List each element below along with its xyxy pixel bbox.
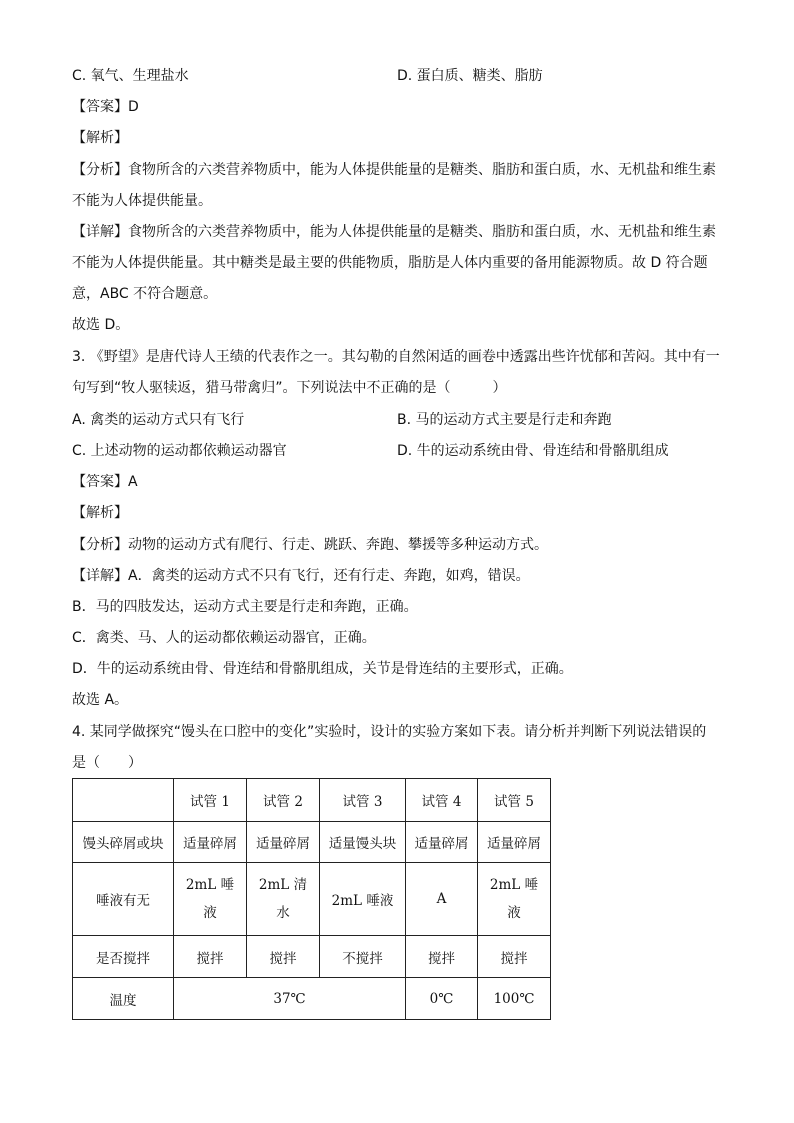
q4-stem-line-1: 4. 某同学做探究“馒头在口腔中的变化”实验时，设计的实验方案如下表。请分析并判断下列说法错误的	[72, 724, 707, 740]
table-cell	[174, 863, 247, 936]
cell-line: 2mL 唾	[185, 877, 235, 893]
table-header-tube-5: 试管 5	[478, 779, 551, 822]
cell-line: 2mL 唾	[489, 877, 539, 893]
cell-line: 液	[507, 905, 521, 921]
q2-xiangjie-line-2: 不能为人体提供能量。其中糖类是最主要的供能物质，脂肪是人体内重要的备用能源物质。故 D 符合题	[72, 255, 708, 271]
row-label-temperature: 温度	[73, 978, 174, 1020]
table-cell: 适量馒头块	[320, 822, 406, 863]
q3-option-d: D. 牛的运动系统由骨、骨连结和骨骼肌组成	[397, 443, 669, 459]
table-cell: 0℃	[406, 978, 478, 1020]
q2-option-c: C. 氧气、生理盐水	[72, 68, 189, 84]
table-cell	[478, 863, 551, 936]
q3-option-b: B. 马的运动方式主要是行走和奔跑	[397, 412, 612, 428]
table-cell: 搅拌	[406, 936, 478, 978]
q2-analysis-label: 【解析】	[72, 130, 128, 146]
table-header-tube-2: 试管 2	[247, 779, 320, 822]
table-cell: 搅拌	[478, 936, 551, 978]
table-row	[73, 822, 551, 863]
q3-xiangjie: 【详解】A．禽类的运动方式不只有飞行，还有行走、奔跑，如鸡，错误。	[72, 568, 530, 584]
q3-fenxi: 【分析】动物的运动方式有爬行、行走、跳跃、奔跑、攀援等多种运动方式。	[72, 537, 548, 553]
table-cell: 适量碎屑	[478, 822, 551, 863]
table-row	[73, 978, 551, 1020]
q2-conclusion: 故选 D。	[72, 317, 130, 333]
table-cell: 适量碎屑	[174, 822, 247, 863]
q3-answer: 【答案】A	[72, 474, 138, 490]
q3-option-c: C. 上述动物的运动都依赖运动器官	[72, 443, 287, 459]
q2-xiangjie-line-1: 【详解】食物所含的六类营养物质中，能为人体提供能量的是糖类、脂肪和蛋白质，水、无机盐和维生素	[72, 224, 716, 240]
table-corner-cell	[73, 779, 174, 822]
q2-answer: 【答案】D	[72, 99, 139, 115]
table-cell: 适量碎屑	[247, 822, 320, 863]
q3-analysis-label: 【解析】	[72, 505, 128, 521]
row-label-bread: 馒头碎屑或块	[73, 822, 174, 863]
row-label-saliva: 唾液有无	[73, 863, 174, 936]
q4-stem-line-2: 是（ ）	[72, 755, 142, 771]
table-row	[73, 936, 551, 978]
table-cell: 2mL 唾液	[320, 863, 406, 936]
table-cell: 不搅拌	[320, 936, 406, 978]
table-header-row	[73, 779, 551, 822]
q2-option-d: D. 蛋白质、糖类、脂肪	[397, 68, 543, 84]
q3-stem-line-1: 3. 《野望》是唐代诗人王绩的代表作之一。其勾勒的自然闲适的画卷中透露出些许忧郁和苦闷。其中有一	[72, 349, 720, 365]
table-cell: 适量碎屑	[406, 822, 478, 863]
table-cell-merged: 37℃	[174, 978, 406, 1020]
q3-option-a: A. 禽类的运动方式只有飞行	[72, 412, 245, 428]
q2-xiangjie-line-3: 意，ABC 不符合题意。	[72, 286, 218, 302]
table-row	[73, 863, 551, 936]
q2-fenxi-line-1: 【分析】食物所含的六类营养物质中，能为人体提供能量的是糖类、脂肪和蛋白质，水、无机盐和维生素	[72, 162, 716, 178]
table-cell: 100℃	[478, 978, 551, 1020]
table-cell: 搅拌	[174, 936, 247, 978]
cell-line: 2mL 清	[258, 877, 308, 893]
table-header-tube-3: 试管 3	[320, 779, 406, 822]
experiment-table	[72, 778, 551, 1020]
q3-stem-line-2: 句写到“牧人驱犊返，猎马带禽归”。下列说法中不正确的是（ ）	[72, 380, 507, 396]
cell-line: 水	[276, 905, 290, 921]
q3-line-b: B．马的四肢发达，运动方式主要是行走和奔跑，正确。	[72, 599, 418, 615]
q2-fenxi-line-2: 不能为人体提供能量。	[72, 193, 212, 209]
row-label-stir: 是否搅拌	[73, 936, 174, 978]
q3-line-c: C．禽类、马、人的运动都依赖运动器官，正确。	[72, 630, 376, 646]
table-cell: A	[406, 863, 478, 936]
table-header-tube-4: 试管 4	[406, 779, 478, 822]
q3-line-d: D．牛的运动系统由骨、骨连结和骨骼肌组成，关节是骨连结的主要形式，正确。	[72, 661, 573, 677]
table-header-tube-1: 试管 1	[174, 779, 247, 822]
table-cell	[247, 863, 320, 936]
cell-line: 液	[203, 905, 217, 921]
table-cell: 搅拌	[247, 936, 320, 978]
q3-conclusion: 故选 A。	[72, 692, 129, 708]
